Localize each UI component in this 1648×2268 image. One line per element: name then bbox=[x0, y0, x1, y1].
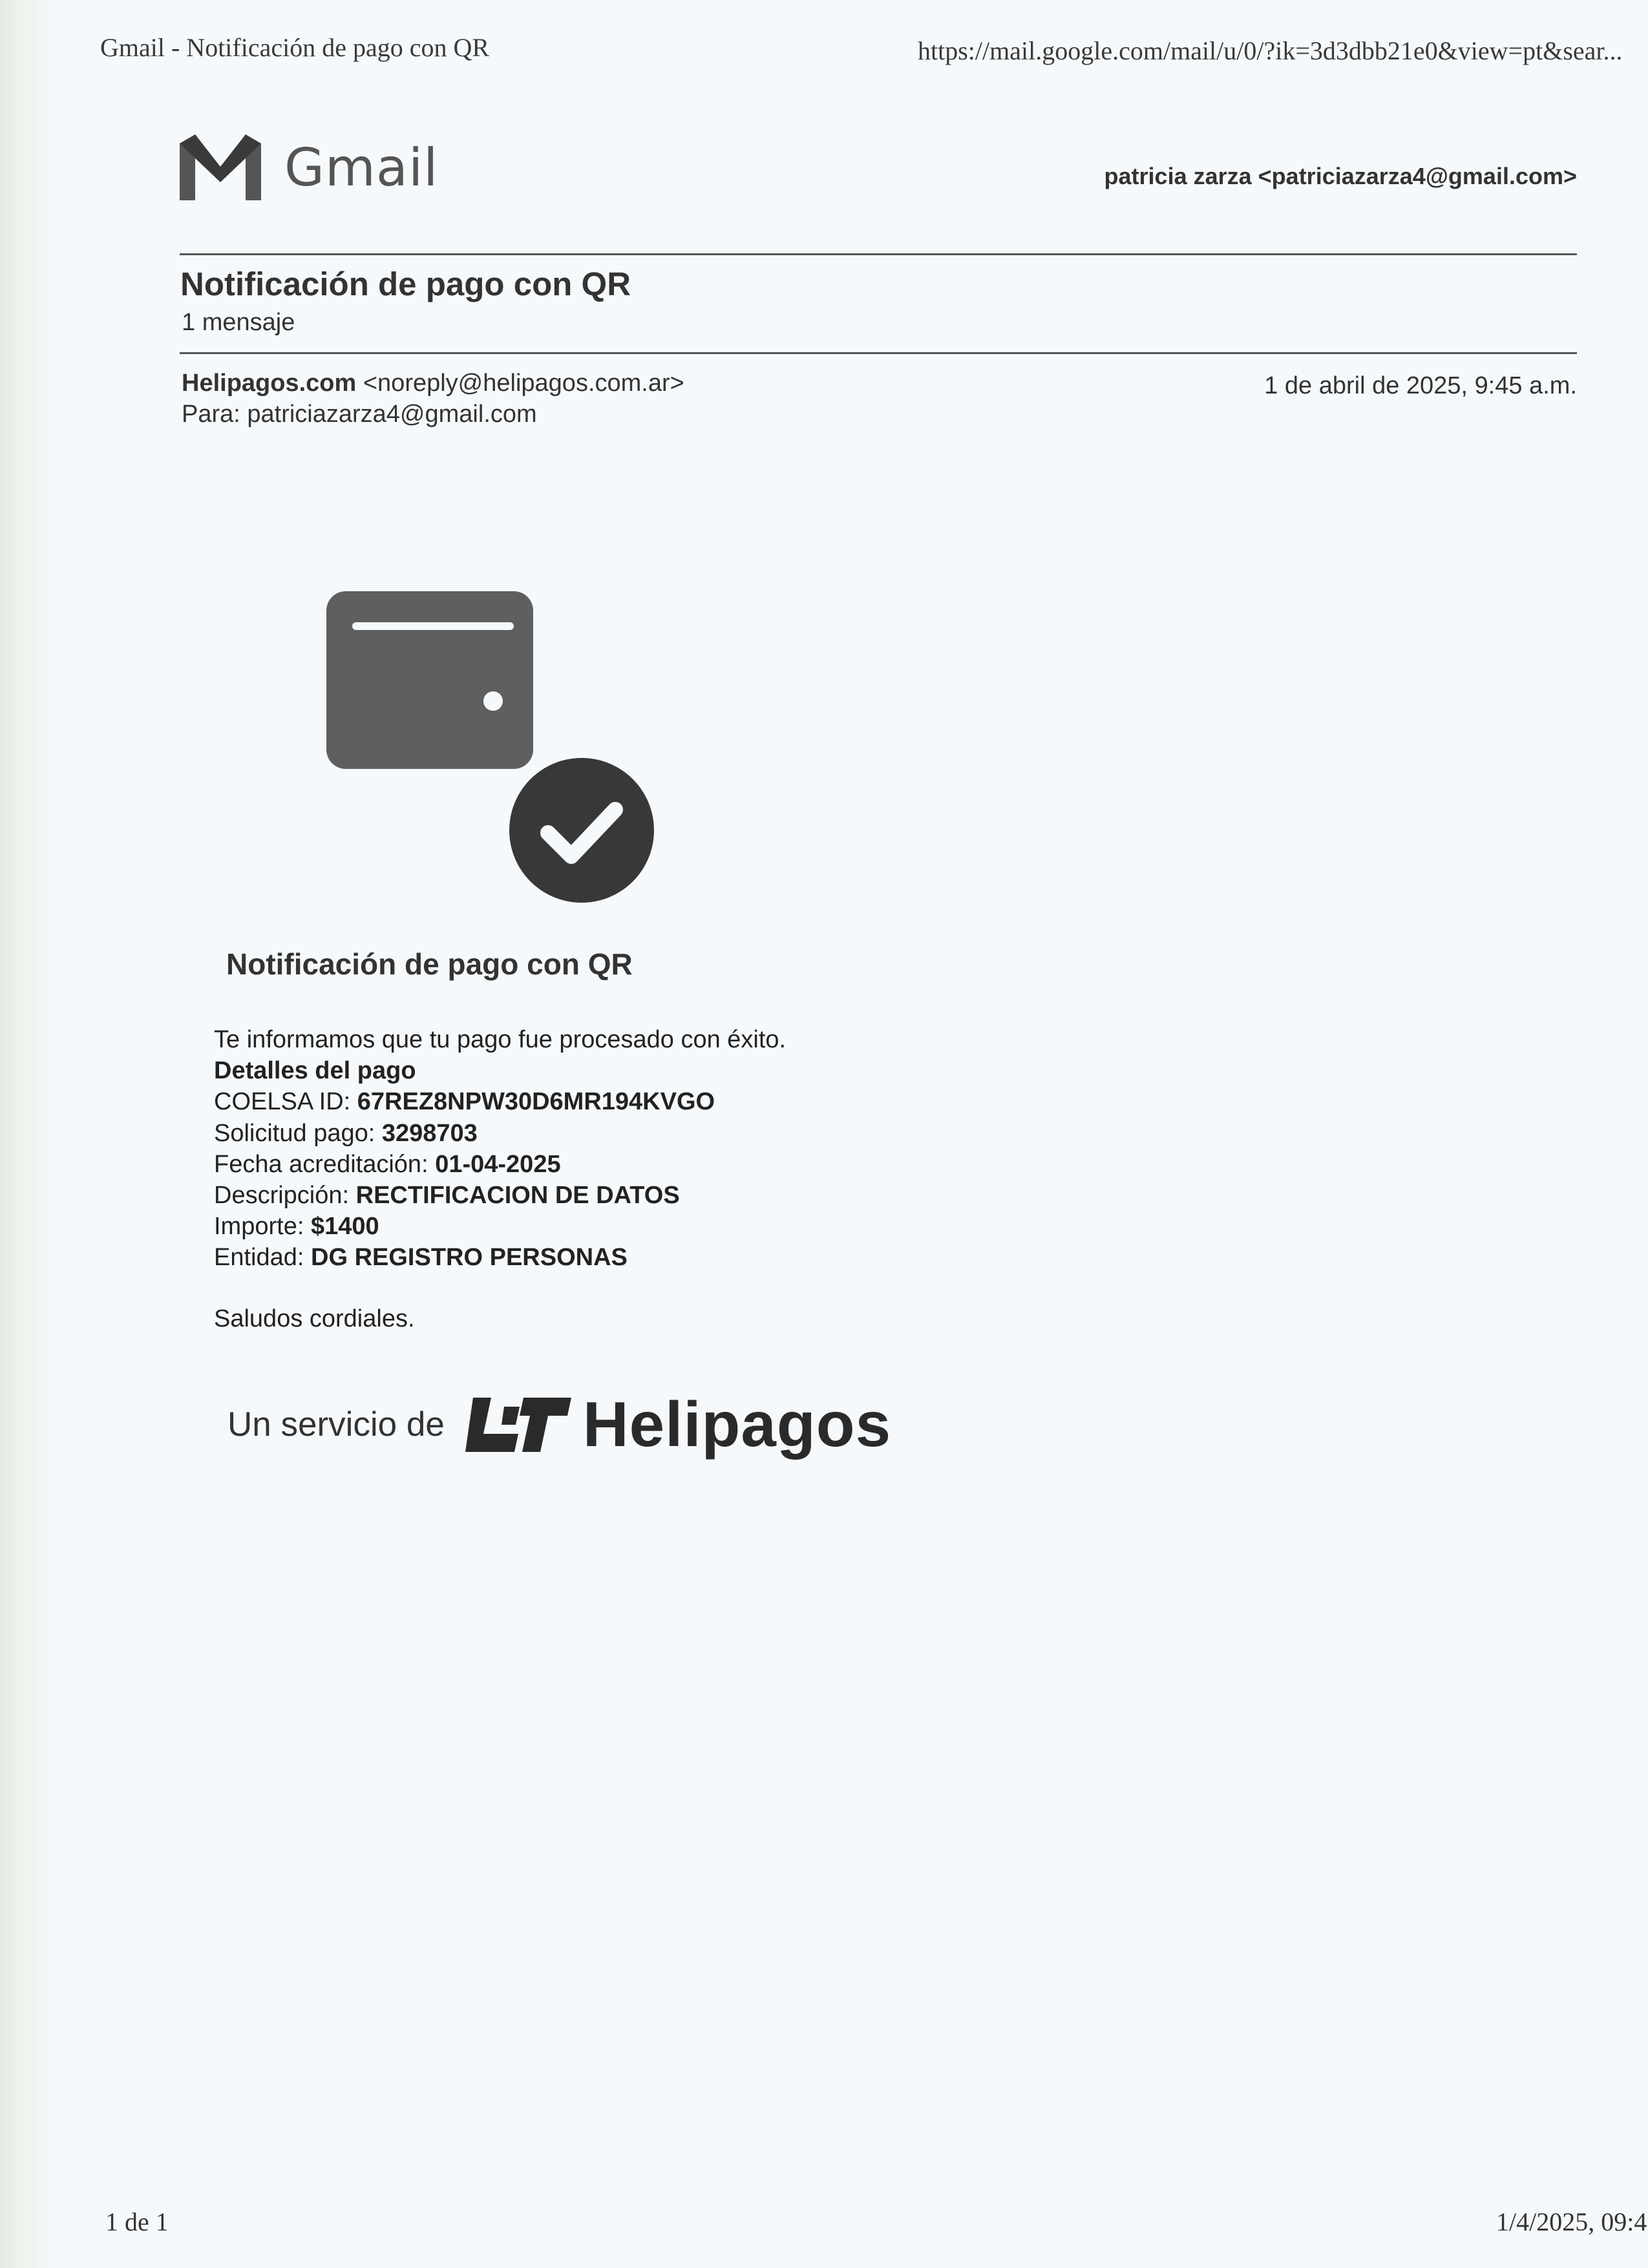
gmail-wordmark: Gmail bbox=[284, 137, 439, 198]
payment-details bbox=[214, 1024, 786, 1274]
detail-value: DG REGISTRO PERSONAS bbox=[311, 1244, 628, 1272]
helipagos-logo-icon bbox=[464, 1394, 574, 1456]
detail-label: Importe: bbox=[214, 1213, 304, 1241]
intro-text: Te informamos que tu pago fue procesado con éxito. bbox=[214, 1026, 787, 1053]
message-count: 1 mensaje bbox=[182, 309, 295, 336]
detail-label: Descripción: bbox=[214, 1182, 350, 1210]
print-timestamp: 1/4/2025, 09:4 bbox=[1496, 2207, 1647, 2236]
detail-row-descripcion bbox=[214, 1180, 786, 1211]
message-date: 1 de abril de 2025, 9:45 a.m. bbox=[1264, 372, 1577, 399]
divider bbox=[180, 253, 1577, 255]
print-page-number: 1 de 1 bbox=[105, 2207, 169, 2236]
detail-row-fecha bbox=[214, 1149, 786, 1180]
detail-label: COELSA ID: bbox=[214, 1088, 351, 1116]
details-heading: Detalles del pago bbox=[214, 1057, 416, 1085]
message-sender bbox=[182, 370, 684, 397]
detail-value: 01-04-2025 bbox=[435, 1150, 561, 1178]
detail-value: 3298703 bbox=[381, 1119, 478, 1147]
detail-value: $1400 bbox=[310, 1213, 379, 1241]
payment-hero-illustration bbox=[326, 591, 662, 901]
thread-subject: Notificación de pago con QR bbox=[180, 266, 631, 302]
message-recipient: Para: patriciazarza4@gmail.com bbox=[182, 401, 537, 428]
print-page-title: Gmail - Notificación de pago con QR bbox=[100, 33, 490, 62]
account-address: patricia zarza <patriciazarza4@gmail.com> bbox=[1104, 163, 1577, 189]
detail-row-solicitud bbox=[214, 1118, 786, 1149]
helipagos-wordmark: Helipagos bbox=[582, 1389, 892, 1460]
gmail-m-icon bbox=[180, 134, 261, 200]
sender-email: <noreply@helipagos.com.ar> bbox=[363, 370, 684, 397]
detail-value: RECTIFICACION DE DATOS bbox=[355, 1182, 680, 1210]
divider bbox=[180, 352, 1577, 354]
service-prefix: Un servicio de bbox=[227, 1405, 445, 1444]
detail-value: 67REZ8NPW30D6MR194KVGO bbox=[357, 1088, 715, 1116]
detail-row-importe bbox=[214, 1211, 786, 1242]
check-circle-icon bbox=[504, 753, 659, 908]
service-footer bbox=[227, 1388, 891, 1461]
print-page-url: https://mail.google.com/mail/u/0/?ik=3d3dbb21e0&view=pt&sear... bbox=[918, 36, 1623, 65]
body-title: Notificación de pago con QR bbox=[226, 947, 633, 981]
detail-row-coelsa-id bbox=[214, 1086, 786, 1117]
detail-row-entidad bbox=[214, 1242, 786, 1273]
detail-label: Solicitud pago: bbox=[214, 1119, 375, 1147]
detail-label: Fecha acreditación: bbox=[214, 1150, 428, 1178]
scan-edge bbox=[0, 0, 56, 2268]
gmail-logo bbox=[180, 134, 438, 200]
detail-label: Entidad: bbox=[214, 1244, 304, 1272]
sender-name: Helipagos.com bbox=[182, 370, 357, 397]
closing-greeting: Saludos cordiales. bbox=[214, 1305, 415, 1332]
